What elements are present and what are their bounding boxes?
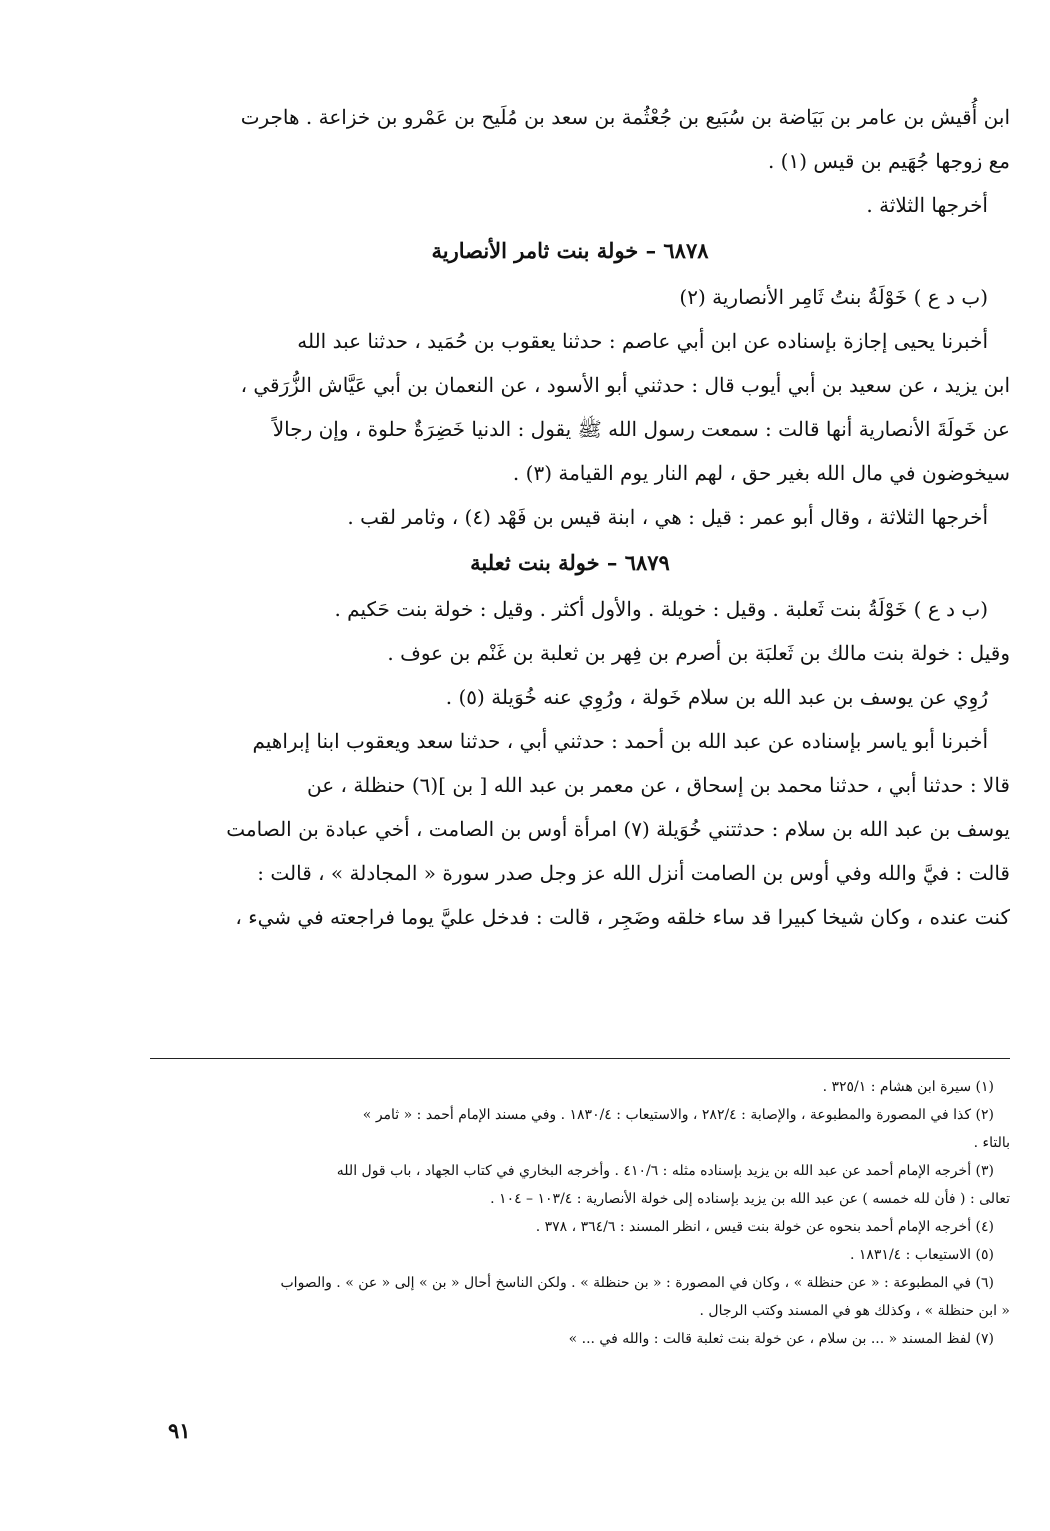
text-line: قالت : فيَّ والله وفي أوس بن الصامت أنزل الله عز وجل صدر سورة « المجادلة » ، قالت : xyxy=(257,861,1010,885)
entry-continuation xyxy=(130,95,1010,227)
entry-6878 xyxy=(130,229,1010,539)
attribution-line: أخرجها الثلاثة ، وقال أبو عمر : قيل : هي ، ابنة قيس بن فَهْد (٤) ، وثامر لقب . xyxy=(347,505,988,529)
page-number: ٩١ xyxy=(168,1418,191,1443)
footnote-continuation: « ابن حنظلة » ، وكذلك هو في المسند وكتب الرجال . xyxy=(699,1303,1010,1319)
text-line: أخبرنا أبو ياسر بإسناده عن عبد الله بن أحمد : حدثني أبي ، حدثنا سعد ويعقوب ابنا إبراهيم xyxy=(252,729,988,753)
footnote-continuation: بالتاء . xyxy=(973,1135,1010,1151)
footnote: (٥) الاستيعاب : ١٨٣١/٤ . xyxy=(849,1247,994,1263)
text-line: يوسف بن عبد الله بن سلام : حدثتني خُوَيلة (٧) امرأة أوس بن الصامت ، أخي عبادة بن الصامت xyxy=(226,817,1010,841)
footnote-continuation: تعالى : ( فأن لله خمسه ) عن عبد الله بن يزيد بإسناده إلى خولة الأنصارية : ١٠٣/٤ – ١٠٤ . xyxy=(490,1191,1010,1207)
entry-intro: وقيل : خولة بنت مالك بن ثَعلبَة بن أصرم بن فِهر بن ثعلبة بن غَنْم بن عوف . xyxy=(387,641,1010,665)
footnote: (٦) في المطبوعة : « عن حنظلة » ، وكان في المصورة : « بن حنظلة » . ولكن الناسخ أحال « بن » إلى « عن » . والصواب xyxy=(280,1275,994,1291)
footnote: (٣) أخرجه الإمام أحمد عن عبد الله بن يزيد بإسناده مثله : ٤١٠/٦ . وأخرجه البخاري في كتاب الجهاد ، باب قول الله xyxy=(336,1163,994,1179)
entry-6879 xyxy=(130,541,1010,939)
text-line: عن خَولَةَ الأنصارية أنها قالت : سمعت رسول الله ﷺ يقول : الدنيا خَضِرَةٌ حلوة ، وإن رجالاً xyxy=(272,417,1010,441)
entry-intro: (ب د ع ) خَوْلَةُ بنتُ ثَامِر الأنصارية (٢) xyxy=(679,285,988,309)
footnotes xyxy=(150,1058,1010,1353)
entry-heading: ٦٨٧٩ – خولة بنت ثعلبة xyxy=(470,550,670,575)
entry-heading: ٦٨٧٨ – خولة بنت ثامر الأنصارية xyxy=(431,238,709,263)
text-line: سيخوضون في مال الله بغير حق ، لهم النار يوم القيامة (٣) . xyxy=(512,461,1010,485)
text-line: كنت عنده ، وكان شيخا كبيرا قد ساء خلقه وضَجِر ، قالت : فدخل عليَّ يوما فراجعته في شيء ، xyxy=(235,905,1010,929)
narration-line: رُوِي عن يوسف بن عبد الله بن سلام خَولة ، ورُوِي عنه خُوَيلة (٥) . xyxy=(445,685,988,709)
hadith-paragraph xyxy=(130,319,1010,495)
text-line: ابن يزيد ، عن سعيد بن أبي أيوب قال : حدثني أبو الأسود ، عن النعمان بن أبي عَيَّاش الزُّرَقي ، xyxy=(240,373,1010,397)
main-text xyxy=(130,95,1010,939)
text-line: ابن أُقيش بن عامر بن بَيَاضة بن سُبَيع بن جُعْثُمة بن سعد بن مُلَيح بن عَمْرو بن خزاعة . هاجرت xyxy=(240,105,1010,129)
footnote: (٢) كذا في المصورة والمطبوعة ، والإصابة : ٢٨٢/٤ ، والاستيعاب : ١٨٣٠/٤ . وفي مسند الإمام أحمد : « ثامر » xyxy=(362,1107,994,1123)
text-line: قالا : حدثنا أبي ، حدثنا محمد بن إسحاق ، عن معمر بن عبد الله [ بن ](٦) حنظلة ، عن xyxy=(307,773,1010,797)
footnote: (١) سيرة ابن هشام : ٣٢٥/١ . xyxy=(822,1079,994,1095)
footnote: (٤) أخرجه الإمام أحمد بنحوه عن خولة بنت قيس ، انظر المسند : ٣٦٤/٦ ، ٣٧٨ . xyxy=(535,1219,994,1235)
attribution-line: أخرجها الثلاثة . xyxy=(866,193,988,217)
text-line: مع زوجها جُهَيم بن قيس (١) . xyxy=(767,149,1010,173)
hadith-paragraph xyxy=(130,719,1010,939)
footnote: (٧) لفظ المسند « ... بن سلام ، عن خولة بنت ثعلبة قالت : والله في ... » xyxy=(568,1331,994,1347)
text-line: أخبرنا يحيى إجازة بإسناده عن ابن أبي عاصم : حدثنا يعقوب بن حُمَيد ، حدثنا عبد الله xyxy=(297,329,988,353)
entry-intro: (ب د ع ) خَوْلَةُ بنت ثَعلبة . وقيل : خويلة . والأول أكثر . وقيل : خولة بنت حَكيم . xyxy=(334,597,988,621)
